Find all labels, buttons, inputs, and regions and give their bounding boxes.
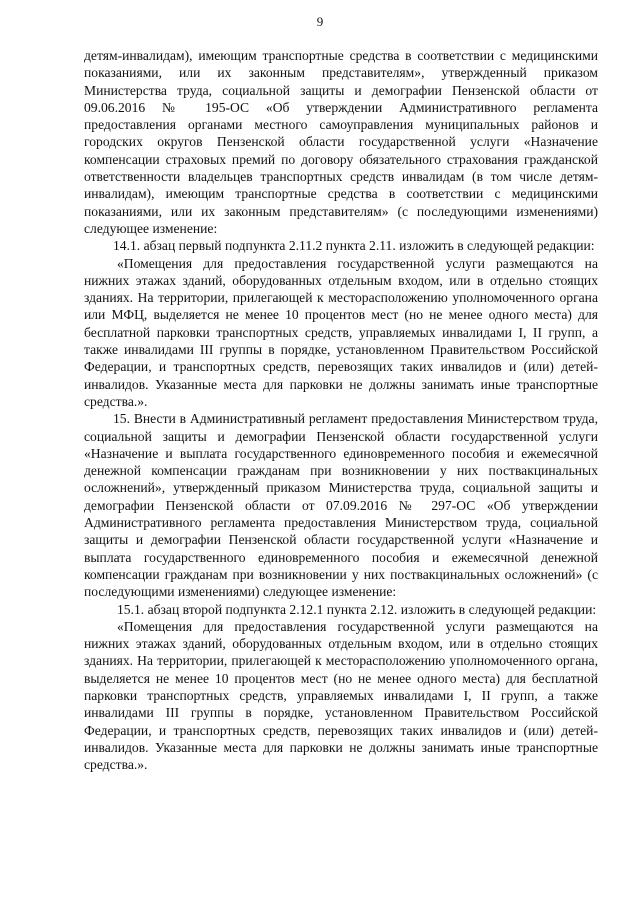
paragraph-15-1: 15.1. абзац второй подпункта 2.12.1 пункта 2.12. изложить в следующей редакции: [117, 601, 597, 617]
quoted-text-15-1: «Помещения для предоставления государственной услуги размещаются на нижних этажах зданий, оборудованных отдельным входом, или в отдельно стоящих зданиях. На территории, прилегающей к месторасположению уполномоченного органа, выделяется не менее 10 процентов мест (но не менее одного места) для бесплатной парковки транспортных средств, управляемых инвалидами I, II групп, а также инвалидами III группы в порядке, установленном Правительством Российской Федерации, и транспортных средств, перевозящих таких инвалидов и (или) детей-инвалидов. Указанные места для парковки не должны занимать иные транспортные средства.». [84, 618, 598, 773]
document-body [84, 47, 598, 773]
paragraph-14-continuation: детям-инвалидам), имеющим транспортные средства в соответствии с медицинскими показаниями, или их законным представителям», утвержденный приказом Министерства труда, социальной защиты и демографии Пензенской области от 09.06.2016 № 195-ОС «Об утверждении Административного регламента предоставления органами местного самоуправления муниципальных районов и городских округов Пензенской области государственной услуги «Назначение компенсации страховых премий по договору обязательного страхования гражданской ответственности владельцев транспортных средств инвалидам (в том числе детям-инвалидам), имеющим транспортные средства в соответствии с медицинскими показаниями, или их законным представителям» (с последующими изменениями) следующее изменение: [84, 48, 598, 236]
paragraph-14-1: 14.1. абзац первый подпункта 2.11.2 пункта 2.11. изложить в следующей редакции: [113, 238, 595, 254]
quoted-text-14-1: «Помещения для предоставления государственной услуги размещаются на нижних этажах зданий, оборудованных отдельным входом, или в отдельно стоящих зданиях. На территории, прилегающей к месторасположению уполномоченного органа или МФЦ, выделяется не менее 10 процентов мест (но не менее одного места) для бесплатной парковки транспортных средств, управляемых инвалидами I, II групп, а также инвалидами III группы в порядке, установленном Правительством Российской Федерации, и транспортных средств, перевозящих таких инвалидов и (или) детей-инвалидов. Указанные места для парковки не должны занимать иные транспортные средства.». [84, 255, 598, 409]
paragraph-15: 15. Внести в Административный регламент предоставления Министерством труда, социальной защиты и демографии Пензенской области государственной услуги «Назначение и выплата государственного единовременного пособия и ежемесячной денежной компенсации гражданам при возникновении у них поствакцинальных осложнений», утвержденный приказом Министерства труда, социальной защиты и демографии Пензенской области от 07.09.2016 № 297-ОС «Об утверждении Административного регламента предоставления Министерством труда, социальной защиты и демографии Пензенской области государственной услуги «Назначение и выплата государственного единовременного пособия и ежемесячной денежной компенсации гражданам при возникновении у них поствакцинальных осложнений» (с последующими изменениями) следующее изменение: [84, 411, 598, 600]
page-number: 9 [316, 14, 324, 29]
